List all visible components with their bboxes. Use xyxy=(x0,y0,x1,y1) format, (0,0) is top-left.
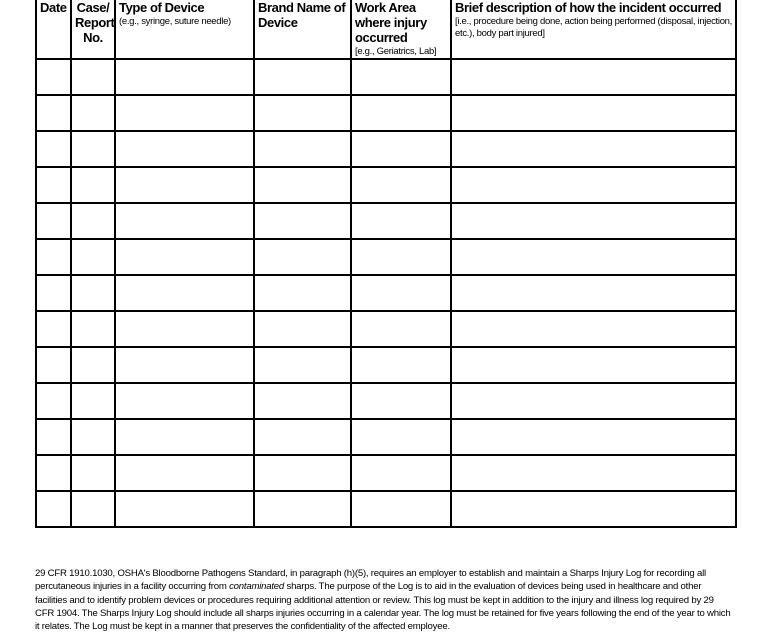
brand-name-cell[interactable] xyxy=(254,383,351,419)
work-area-cell[interactable] xyxy=(351,95,451,131)
work-area-cell[interactable] xyxy=(351,275,451,311)
type-of-device-cell[interactable] xyxy=(115,59,254,95)
header-brand-name xyxy=(254,0,351,59)
description-cell[interactable] xyxy=(451,455,736,491)
date-cell[interactable] xyxy=(36,239,71,275)
table-row xyxy=(36,275,736,311)
case-report-no-cell[interactable] xyxy=(71,203,115,239)
table-row xyxy=(36,383,736,419)
brand-name-cell[interactable] xyxy=(254,239,351,275)
type-of-device-cell[interactable] xyxy=(115,275,254,311)
date-cell[interactable] xyxy=(36,167,71,203)
description-cell[interactable] xyxy=(451,491,736,527)
description-cell[interactable] xyxy=(451,203,736,239)
work-area-cell[interactable] xyxy=(351,383,451,419)
table-body xyxy=(36,59,736,527)
header-work-area-example: [e.g., Geriatrics, Lab] xyxy=(355,46,437,57)
date-cell[interactable] xyxy=(36,491,71,527)
case-report-no-cell[interactable] xyxy=(71,311,115,347)
description-cell[interactable] xyxy=(451,131,736,167)
case-report-no-cell[interactable] xyxy=(71,59,115,95)
header-case-label: Case/ Report No. xyxy=(75,0,115,45)
description-cell[interactable] xyxy=(451,347,736,383)
work-area-cell[interactable] xyxy=(351,239,451,275)
date-cell[interactable] xyxy=(36,383,71,419)
header-type-of-device xyxy=(115,0,254,59)
footnote-text-2: sharps. The purpose of the Log is to aid in the evaluation of devices being used in healthcare and other facilities and to identify problem devices or procedures requiring additional attention or review. This log must be kept in addition to the injury and illness log required by 29 CFR 1904. The Sharps Injury Log should include all sharps injuries occurring in a calendar year. The log must be retained for five years following the end of the year to which it relates. The Log must be kept in a manner that preserves the confidentiality of the affected employee. xyxy=(35,581,731,633)
date-cell[interactable] xyxy=(36,59,71,95)
header-description-example: [i.e., procedure being done, action being performed (disposal, injection, etc.), body part injured] xyxy=(455,16,733,39)
date-cell[interactable] xyxy=(36,311,71,347)
table-header-row xyxy=(36,0,736,59)
table-row xyxy=(36,167,736,203)
date-cell[interactable] xyxy=(36,203,71,239)
brand-name-cell[interactable] xyxy=(254,347,351,383)
header-type-example: (e.g., syringe, suture needle) xyxy=(119,16,231,27)
table-row xyxy=(36,347,736,383)
header-description-label: Brief description of how the incident occurred xyxy=(455,0,722,15)
work-area-cell[interactable] xyxy=(351,347,451,383)
date-cell[interactable] xyxy=(36,275,71,311)
description-cell[interactable] xyxy=(451,167,736,203)
date-cell[interactable] xyxy=(36,131,71,167)
header-type-label: Type of Device xyxy=(119,0,205,15)
brand-name-cell[interactable] xyxy=(254,275,351,311)
header-date xyxy=(36,0,71,59)
case-report-no-cell[interactable] xyxy=(71,239,115,275)
table-row xyxy=(36,419,736,455)
type-of-device-cell[interactable] xyxy=(115,311,254,347)
header-work-area xyxy=(351,0,451,59)
brand-name-cell[interactable] xyxy=(254,203,351,239)
table-row xyxy=(36,203,736,239)
work-area-cell[interactable] xyxy=(351,419,451,455)
description-cell[interactable] xyxy=(451,275,736,311)
date-cell[interactable] xyxy=(36,347,71,383)
brand-name-cell[interactable] xyxy=(254,167,351,203)
footnote-emphasis: contaminated xyxy=(229,581,285,593)
brand-name-cell[interactable] xyxy=(254,419,351,455)
type-of-device-cell[interactable] xyxy=(115,491,254,527)
description-cell[interactable] xyxy=(451,95,736,131)
sharps-injury-log-table xyxy=(35,0,737,528)
brand-name-cell[interactable] xyxy=(254,311,351,347)
table-row xyxy=(36,239,736,275)
case-report-no-cell[interactable] xyxy=(71,419,115,455)
case-report-no-cell[interactable] xyxy=(71,275,115,311)
footnote-text-1: 29 CFR 1910.1030, OSHA's Bloodborne Pathogens Standard, in paragraph (h)(5), requires an employer to establish and maintain a Sharps Injury Log for recording all percutaneous injuries in a facility occurring from xyxy=(35,568,706,593)
description-cell[interactable] xyxy=(451,419,736,455)
description-cell[interactable] xyxy=(451,59,736,95)
type-of-device-cell[interactable] xyxy=(115,419,254,455)
work-area-cell[interactable] xyxy=(351,455,451,491)
header-brand-label: Brand Name of Device xyxy=(258,0,346,30)
table-row xyxy=(36,455,736,491)
table-row xyxy=(36,491,736,527)
table-row xyxy=(36,95,736,131)
case-report-no-cell[interactable] xyxy=(71,347,115,383)
type-of-device-cell[interactable] xyxy=(115,131,254,167)
header-date-label: Date xyxy=(40,0,67,15)
brand-name-cell[interactable] xyxy=(254,59,351,95)
type-of-device-cell[interactable] xyxy=(115,347,254,383)
brand-name-cell[interactable] xyxy=(254,491,351,527)
type-of-device-cell[interactable] xyxy=(115,95,254,131)
type-of-device-cell[interactable] xyxy=(115,455,254,491)
table-row xyxy=(36,311,736,347)
description-cell[interactable] xyxy=(451,311,736,347)
brand-name-cell[interactable] xyxy=(254,131,351,167)
work-area-cell[interactable] xyxy=(351,491,451,527)
header-description xyxy=(451,0,736,59)
type-of-device-cell[interactable] xyxy=(115,239,254,275)
date-cell[interactable] xyxy=(36,455,71,491)
type-of-device-cell[interactable] xyxy=(115,203,254,239)
date-cell[interactable] xyxy=(36,419,71,455)
work-area-cell[interactable] xyxy=(351,131,451,167)
work-area-cell[interactable] xyxy=(351,311,451,347)
case-report-no-cell[interactable] xyxy=(71,95,115,131)
table-row xyxy=(36,131,736,167)
case-report-no-cell[interactable] xyxy=(71,455,115,491)
type-of-device-cell[interactable] xyxy=(115,383,254,419)
date-cell[interactable] xyxy=(36,95,71,131)
case-report-no-cell[interactable] xyxy=(71,491,115,527)
type-of-device-cell[interactable] xyxy=(115,167,254,203)
header-work-area-label: Work Area where injury occurred xyxy=(355,0,427,45)
work-area-cell[interactable] xyxy=(351,167,451,203)
description-cell[interactable] xyxy=(451,239,736,275)
case-report-no-cell[interactable] xyxy=(71,167,115,203)
case-report-no-cell[interactable] xyxy=(71,383,115,419)
regulatory-footnote xyxy=(35,567,735,633)
work-area-cell[interactable] xyxy=(351,59,451,95)
brand-name-cell[interactable] xyxy=(254,95,351,131)
table-row xyxy=(36,59,736,95)
work-area-cell[interactable] xyxy=(351,203,451,239)
case-report-no-cell[interactable] xyxy=(71,131,115,167)
description-cell[interactable] xyxy=(451,383,736,419)
brand-name-cell[interactable] xyxy=(254,455,351,491)
header-case-report-no xyxy=(71,0,115,59)
